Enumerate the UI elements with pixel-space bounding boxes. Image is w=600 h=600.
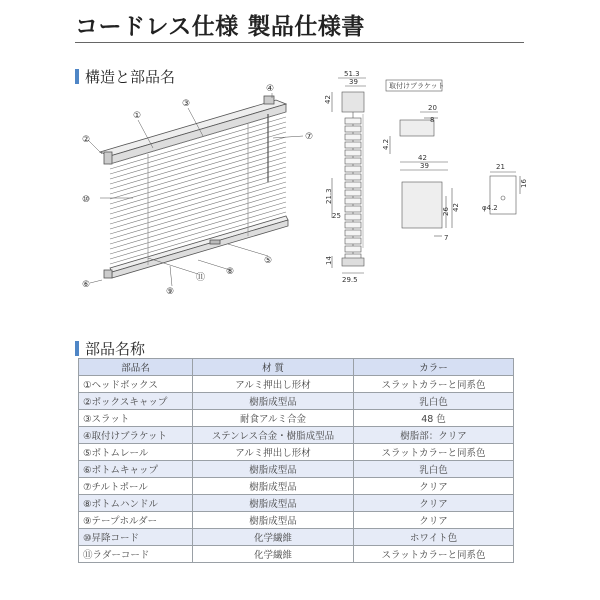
col-header-material: 材 質 — [193, 359, 354, 376]
callout-1: ① — [133, 111, 142, 121]
dim-25: 25 — [332, 212, 341, 220]
dim-29-5: 29.5 — [342, 276, 358, 284]
slat-line — [110, 132, 286, 184]
callout-8: ⑧ — [226, 267, 235, 277]
slat-section — [345, 206, 361, 212]
table-row — [79, 495, 514, 512]
table-row — [79, 546, 514, 563]
part-name-cell: ③スラット — [79, 410, 193, 427]
part-name-cell: ①ヘッドボックス — [79, 376, 193, 393]
dim-4-2: 4.2 — [382, 138, 390, 150]
part-name-cell: ⑥ボトムキャップ — [79, 461, 193, 478]
blind-diagram — [78, 80, 323, 300]
callout-11: ⑪ — [196, 273, 206, 283]
color-cell: スラットカラーと同系色 — [354, 376, 514, 393]
dim-7: 7 — [444, 234, 449, 242]
slat-line — [110, 192, 286, 244]
dim-phi-4-2: φ4.2 — [482, 204, 498, 212]
material-cell: アルミ押出し形材 — [193, 444, 354, 461]
material-cell: 化学繊維 — [193, 546, 354, 563]
color-cell: クリア — [354, 478, 514, 495]
dim-21: 21 — [496, 163, 505, 171]
slat-line — [110, 152, 286, 204]
callout-3: ③ — [182, 99, 191, 109]
slat-line — [110, 172, 286, 224]
dim-39: 39 — [349, 78, 358, 86]
slat-section — [345, 166, 361, 172]
section-heading-parts — [75, 338, 145, 359]
callout-7: ⑦ — [305, 132, 314, 142]
table-row — [79, 376, 514, 393]
dim-42-head: 42 — [324, 95, 332, 104]
slat-line — [110, 212, 286, 264]
color-cell: クリア — [354, 495, 514, 512]
part-name-cell: ④取付けブラケット — [79, 427, 193, 444]
table-row — [79, 427, 514, 444]
dim-42-bracket: 42 — [418, 154, 427, 162]
bracket-diagram — [378, 78, 528, 258]
slat-section — [345, 198, 361, 204]
slat-section — [345, 126, 361, 132]
dim-20: 20 — [428, 104, 437, 112]
col-header-color: カラー — [354, 359, 514, 376]
slat-section — [345, 238, 361, 244]
page-title: コードレス仕様 製品仕様書 — [75, 14, 365, 40]
material-cell: 樹脂成型品 — [193, 495, 354, 512]
table-row — [79, 461, 514, 478]
slat-line — [110, 157, 286, 209]
table-row — [79, 393, 514, 410]
dim-21-3: 21.3 — [325, 188, 333, 204]
callout-2: ② — [82, 135, 91, 145]
slat-section — [345, 158, 361, 164]
slat-section — [345, 230, 361, 236]
slat-section — [345, 118, 361, 124]
color-cell: 樹脂部：クリア — [354, 427, 514, 444]
material-cell: 耐食アルミ合金 — [193, 410, 354, 427]
slat-section — [345, 222, 361, 228]
table-row — [79, 512, 514, 529]
part-name-cell: ⑤ボトムレール — [79, 444, 193, 461]
slat-section — [345, 150, 361, 156]
color-cell: クリア — [354, 512, 514, 529]
callout-4: ④ — [266, 84, 275, 94]
material-cell: 樹脂成型品 — [193, 478, 354, 495]
table-row — [79, 444, 514, 461]
table-row — [79, 478, 514, 495]
slat-line — [110, 197, 286, 249]
title-divider — [75, 42, 524, 43]
slat-section — [345, 190, 361, 196]
part-name-cell: ⑨テープホルダー — [79, 512, 193, 529]
dim-42-height: 42 — [452, 203, 460, 212]
callout-10: ⑩ — [82, 195, 91, 205]
slat-line — [110, 162, 286, 214]
material-cell: 樹脂成型品 — [193, 512, 354, 529]
slat-section — [345, 142, 361, 148]
part-name-cell: ②ボックスキャップ — [79, 393, 193, 410]
part-name-cell: ⑧ボトムハンドル — [79, 495, 193, 512]
color-cell: 乳白色 — [354, 393, 514, 410]
part-name-cell: ⑪ラダーコード — [79, 546, 193, 563]
dim-51-3: 51.3 — [344, 70, 360, 78]
material-cell: 樹脂成型品 — [193, 461, 354, 478]
material-cell: アルミ押出し形材 — [193, 376, 354, 393]
table-row — [79, 529, 514, 546]
table-header-row — [79, 359, 514, 376]
dim-26: 26 — [442, 207, 450, 216]
structure-heading-text: 構造と部品名 — [85, 68, 176, 86]
slat-section — [345, 134, 361, 140]
color-cell: 乳白色 — [354, 461, 514, 478]
slat-section — [345, 246, 361, 252]
callout-9: ⑨ — [166, 287, 175, 297]
part-name-cell: ⑩昇降コード — [79, 529, 193, 546]
bracket-label: 取付けブラケット — [389, 82, 445, 90]
parts-heading-text: 部品名称 — [85, 340, 146, 358]
dim-8: 8 — [430, 116, 435, 124]
slat-line — [110, 177, 286, 229]
parts-table — [78, 358, 514, 563]
callout-5: ⑤ — [264, 256, 273, 266]
color-cell: 48 色 — [354, 410, 514, 427]
table-row — [79, 410, 514, 427]
slat-line — [110, 167, 286, 219]
callout-6: ⑥ — [82, 280, 91, 290]
material-cell: 化学繊維 — [193, 529, 354, 546]
slat-section — [345, 182, 361, 188]
heading-accent-bar — [75, 341, 79, 356]
color-cell: スラットカラーと同系色 — [354, 444, 514, 461]
color-cell: ホワイト色 — [354, 529, 514, 546]
part-name-cell: ⑦チルトポール — [79, 478, 193, 495]
material-cell: ステンレス合金・樹脂成型品 — [193, 427, 354, 444]
material-cell: 樹脂成型品 — [193, 393, 354, 410]
side-section-diagram — [318, 68, 380, 293]
slat-section — [345, 214, 361, 220]
dim-39-bracket: 39 — [420, 162, 429, 170]
col-header-part: 部品名 — [79, 359, 193, 376]
dim-16: 16 — [520, 179, 528, 188]
slat-section — [345, 174, 361, 180]
dim-14: 14 — [325, 256, 333, 265]
color-cell: スラットカラーと同系色 — [354, 546, 514, 563]
